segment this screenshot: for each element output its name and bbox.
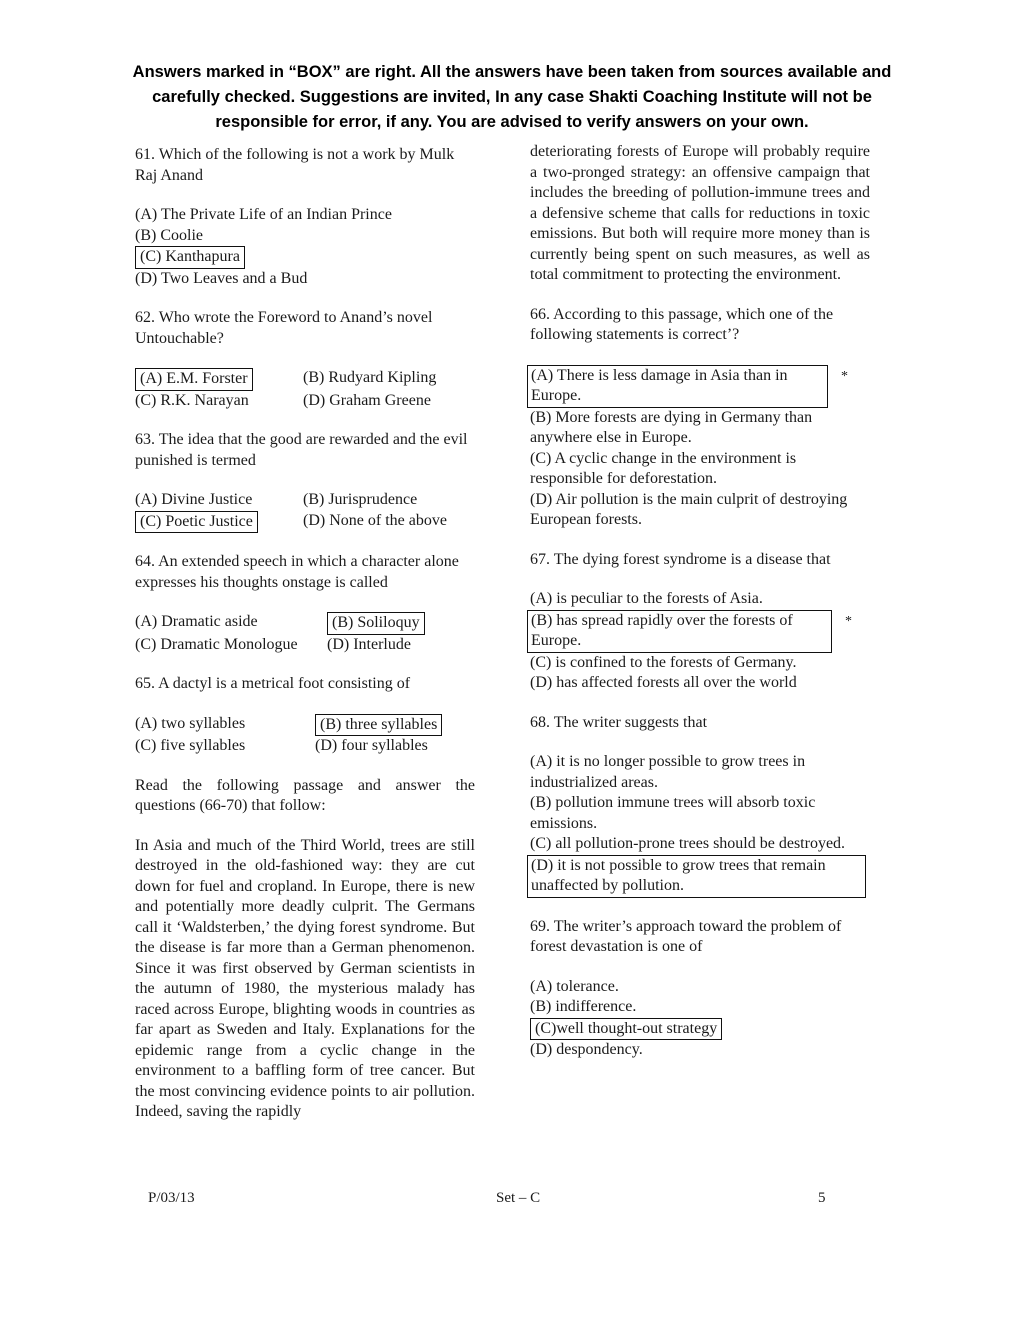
question-stem: 68. The writer suggests that	[530, 713, 708, 731]
question-68	[530, 713, 870, 898]
option-c: (C) five syllables	[135, 737, 246, 754]
star-mark: *	[845, 613, 852, 629]
question-stem: 64. An extended speech in which a character alone expresses his thoughts onstage is called	[135, 553, 459, 591]
option-b: (B) pollution immune trees will absorb toxic emissions.	[530, 794, 816, 832]
question-stem: 69. The writer’s approach toward the problem of forest devastation is one of	[530, 917, 842, 955]
option-d: (D) Interlude	[327, 635, 411, 653]
option-c: (C) Dramatic Monologue	[135, 635, 298, 653]
option-b: (B) More forests are dying in Germany than anywhere else in Europe.	[530, 408, 813, 446]
option-b-correct: (B) Soliloquy	[327, 612, 425, 635]
question-67	[530, 550, 870, 694]
star-mark: *	[841, 368, 848, 384]
answer-notice: Answers marked in “BOX” are right. All the answers have been taken from sources available and carefully checked. Suggestions are invited, In any case Shakti Coaching Institute will not be responsible for error, if any. You are advised to verify answers on your own.	[132, 63, 892, 131]
option-a: (A) is peculiar to the forests of Asia.	[530, 590, 763, 607]
option-c: (C) R.K. Narayan	[135, 391, 249, 409]
option-a: (A) tolerance.	[530, 977, 619, 995]
option-d: (D) None of the above	[303, 511, 447, 529]
page-number: 5	[818, 1190, 826, 1206]
question-64	[135, 552, 475, 655]
option-d: (D) Two Leaves and a Bud	[135, 269, 308, 287]
option-b: (B) indifference.	[530, 998, 637, 1015]
option-b: (B) Rudyard Kipling	[303, 369, 437, 386]
option-c-correct: (C) Poetic Justice	[135, 511, 258, 534]
question-63	[135, 430, 475, 533]
option-d-correct: (D) it is not possible to grow trees that remain unaffected by pollution.	[527, 855, 866, 898]
question-stem: 62. Who wrote the Foreword to Anand’s novel Untouchable?	[135, 309, 433, 347]
paper-code: P/03/13	[148, 1190, 195, 1206]
option-a-correct: (A) E.M. Forster	[135, 368, 253, 391]
question-66	[530, 305, 870, 531]
option-a-correct: (A) There is less damage in Asia than in Europe.	[527, 365, 828, 408]
set-label: Set – C	[496, 1190, 541, 1206]
option-d: (D) Air pollution is the main culprit of destroying European forests.	[530, 490, 848, 528]
question-stem: 65. A dactyl is a metrical foot consisting of	[135, 675, 411, 692]
option-a: (A) Divine Justice	[135, 491, 253, 508]
question-61	[135, 145, 475, 289]
option-c-correct: (C)well thought-out strategy	[530, 1018, 722, 1041]
passage-text-left: In Asia and much of the Third World, trees are still destroyed in the old-fashioned way: they are cut down for fuel and cropland. In Europe, there is new and potentially more deadly culprit. The Germans call it ‘Waldsterben,’ the dying forest syndrome. But the disease is far more than a German phenomenon. Since it was first observed by German scientists in the autumn of 1980, the mysterious malady has raced across Europe, blighting woods in countries as far apart as Sweden and Italy. Explanations for the epidemic range from a cyclic change in the environment to a baffling form of tree cancer. But the most convincing evidence points to air pollution. Indeed, saving the rapidly	[135, 836, 475, 1120]
left-column	[135, 145, 475, 1142]
option-d: (D) four syllables	[315, 737, 428, 754]
option-c: (C) all pollution-prone trees should be destroyed.	[530, 835, 846, 852]
option-b: (B) Jurisprudence	[303, 491, 418, 508]
option-c-correct: (C) Kanthapura	[135, 246, 245, 269]
option-c: (C) A cyclic change in the environment is responsible for deforestation.	[530, 449, 797, 487]
reading-passage	[135, 776, 475, 1123]
option-a: (A) Dramatic aside	[135, 613, 258, 630]
option-a: (A) it is no longer possible to grow trees in industrialized areas.	[530, 753, 806, 791]
question-65	[135, 674, 475, 757]
option-b: (B) Coolie	[135, 226, 203, 244]
question-stem: 63. The idea that the good are rewarded and the evil punished is termed	[135, 431, 468, 469]
passage-text-right: deteriorating forests of Europe will probably require a two-pronged strategy: an offensive campaign that includes the breeding of pollution-immune trees and a defensive scheme that calls for reductions in toxic emissions. But both will require more money than is currently being spent on such measures, as well as total commitment to protecting the environment.	[530, 143, 870, 283]
option-a: (A) two syllables	[135, 714, 246, 732]
option-d: (D) Graham Greene	[303, 391, 431, 409]
right-column	[530, 142, 870, 1080]
option-b-correct: (B) has spread rapidly over the forests of Europe.	[527, 610, 832, 653]
option-a: (A) The Private Life of an Indian Prince	[135, 206, 392, 223]
question-69	[530, 917, 870, 1061]
question-stem: 61. Which of the following is not a work by Mulk Raj Anand	[135, 146, 455, 184]
option-c: (C) is confined to the forests of Germany.	[530, 653, 797, 671]
question-stem: 66. According to this passage, which one of the following statements is correct’?	[530, 305, 834, 343]
option-d: (D) despondency.	[530, 1041, 643, 1058]
option-d: (D) has affected forests all over the world	[530, 674, 797, 691]
question-stem: 67. The dying forest syndrome is a disease that	[530, 550, 831, 568]
option-b-correct: (B) three syllables	[315, 714, 442, 737]
question-62	[135, 308, 475, 411]
passage-intro: Read the following passage and answer the questions (66-70) that follow:	[135, 776, 475, 814]
